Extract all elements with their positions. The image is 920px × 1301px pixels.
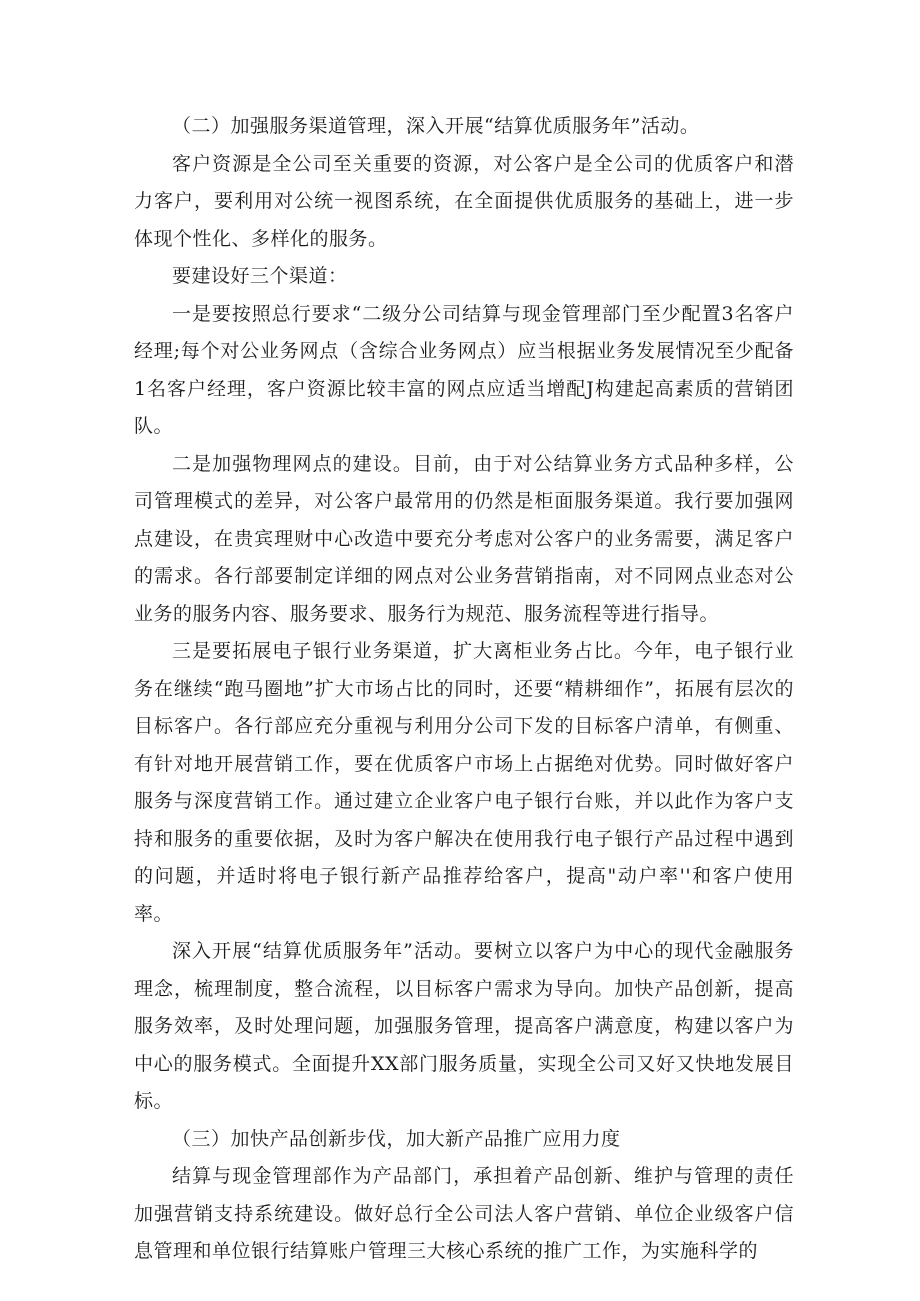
document-body bbox=[134, 108, 794, 1271]
paragraph-three-channels-intro: 要建设好三个渠道： bbox=[172, 265, 348, 287]
paragraph-product-department: 结算与现金管理部作为产品部门，承担着产品创新、维护与管理的责任加强营销支持系统建设。做好总行全公司法人客户营销、单位企业级客户信息管理和单位银行结算账户管理三大核心系统的推广工作，为实施科学的 bbox=[134, 1165, 794, 1262]
paragraph-customer-resources: 客户资源是全公司至关重要的资源，对公客户是全公司的优质客户和潜力客户，要利用对公统一视图系统，在全面提供优质服务的基础上，进一步体现个性化、多样化的服务。 bbox=[134, 152, 794, 250]
paragraph-service-year: 深入开展“结算优质服务年”活动。要树立以客户为中心的现代金融服务理念，梳理制度，整合流程，以目标客户需求为导向。加快产品创新，提高服务效率，及时处理问题，加强服务管理，提高客户满意度，构建以客户为中心的服务模式。全面提升XX部门服务质量，实现全公司又好又快地发展目标。 bbox=[134, 940, 794, 1112]
paragraph-channel-two: 二是加强物理网点的建设。目前，由于对公结算业务方式品种多样，公司管理模式的差异，对公客户最常用的仍然是柜面服务渠道。我行要加强网点建设，在贵宾理财中心改造中要充分考虑对公客户的业务需要，满足客户的需求。各行部要制定详细的网点对公业务营销指南，对不同网点业态对公业务的服务内容、服务要求、服务行为规范、服务流程等进行指导。 bbox=[134, 452, 794, 625]
section-heading-3: （三）加快产品创新步伐，加大新产品推广应用力度 bbox=[172, 1127, 621, 1150]
paragraph-channel-three: 三是要拓展电子银行业务渠道，扩大离柜业务占比。今年，电子银行业务在继续“跑马圈地”扩大市场占比的同时，还要“精耕细作”，拓展有层次的目标客户。各行部应充分重视与利用分公司下发的目标客户清单，有侧重、有针对地开展营销工作，要在优质客户市场上占据绝对优势。同时做好客户服务与深度营销工作。通过建立企业客户电子银行台账，并以此作为客户支持和服务的重要依据，及时为客户解决在使用我行电子银行产品过程中遇到的问题，并适时将电子银行新产品推荐给客户，提高"动户率''和客户使用率。 bbox=[134, 640, 794, 925]
section-heading-2: （二）加强服务渠道管理，深入开展“结算优质服务年”活动。 bbox=[172, 115, 700, 137]
paragraph-channel-one: 一是要按照总行要求“二级分公司结算与现金管理部门至少配置3名客户经理;每个对公业务网点（含综合业务网点）应当根据业务发展情况至少配备1名客户经理，客户资源比较丰富的网点应适当增配J构建起高素质的营销团队。 bbox=[134, 302, 794, 437]
